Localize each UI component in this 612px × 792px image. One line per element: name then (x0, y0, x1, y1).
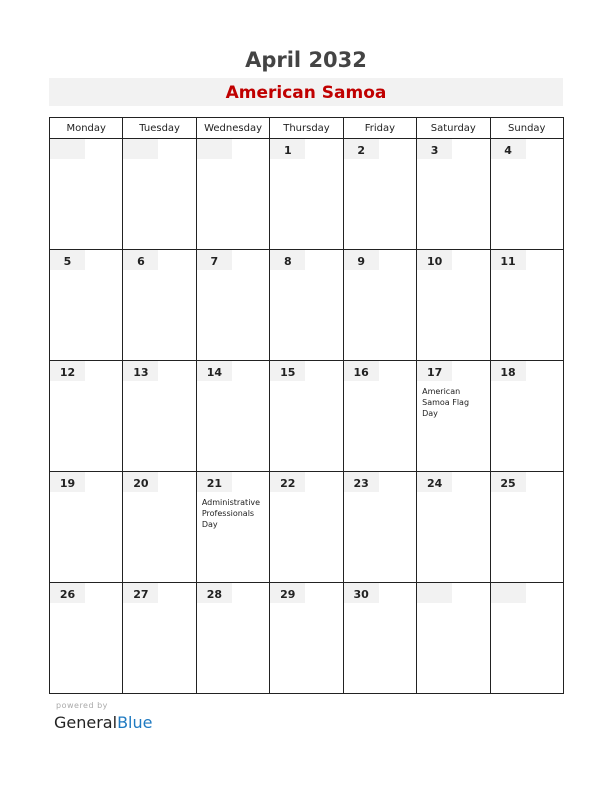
weekday-header-row (50, 118, 564, 139)
day-number: 4 (504, 144, 512, 157)
day-number: 8 (283, 255, 292, 268)
day-number: 6 (137, 255, 145, 268)
day-number: 14 (206, 366, 222, 379)
day-cell (417, 583, 490, 694)
day-number: 13 (133, 366, 149, 379)
day-number: 23 (353, 477, 369, 490)
day-cell (490, 139, 563, 250)
day-cell (196, 472, 269, 583)
day-number (197, 139, 232, 159)
day-cell (50, 583, 123, 694)
week-row (50, 250, 564, 361)
day-number: 24 (426, 477, 443, 490)
day-cell (417, 139, 490, 250)
holiday-label: Administrative Professionals Day (201, 498, 261, 529)
weekday-header: Monday (50, 118, 123, 139)
day-cell (50, 139, 123, 250)
day-number: 22 (280, 477, 296, 490)
day-cell (490, 250, 563, 361)
brand-logo[interactable] (54, 713, 152, 732)
weekday-header: Tuesday (123, 118, 196, 139)
day-number: 30 (353, 588, 369, 601)
day-cell (123, 583, 196, 694)
day-number: 1 (283, 144, 292, 157)
day-number (417, 583, 452, 603)
day-cell (490, 361, 563, 472)
brand-general: General (54, 713, 118, 732)
week-row (50, 139, 564, 250)
day-cell (270, 139, 343, 250)
day-number: 15 (280, 366, 296, 379)
day-number (123, 139, 158, 159)
country-name: American Samoa (225, 83, 387, 103)
day-cell (343, 361, 416, 472)
day-cell (343, 250, 416, 361)
day-cell (343, 139, 416, 250)
day-cell (123, 250, 196, 361)
day-cell (123, 361, 196, 472)
day-cell (196, 583, 269, 694)
day-number: 5 (63, 255, 72, 268)
week-row (50, 583, 564, 694)
day-cell (196, 361, 269, 472)
day-number: 17 (426, 366, 443, 379)
day-number: 20 (133, 477, 149, 490)
day-cell (123, 472, 196, 583)
day-cell (270, 583, 343, 694)
day-number: 12 (59, 366, 76, 379)
day-cell (50, 250, 123, 361)
day-number: 28 (206, 588, 222, 601)
day-cell (490, 583, 563, 694)
day-number: 18 (500, 366, 516, 379)
day-number (50, 139, 85, 159)
weekday-header: Wednesday (196, 118, 269, 139)
day-number: 25 (500, 477, 516, 490)
day-number: 2 (357, 144, 366, 157)
day-cell (490, 472, 563, 583)
day-cell (196, 250, 269, 361)
brand-blue: Blue (117, 713, 153, 732)
day-cell (417, 472, 490, 583)
day-number: 9 (357, 255, 366, 268)
page-title: April 2032 (245, 48, 367, 72)
day-number (491, 583, 526, 603)
weekday-header: Saturday (417, 118, 490, 139)
day-number: 16 (353, 366, 369, 379)
day-number: 26 (59, 588, 76, 601)
day-cell (270, 361, 343, 472)
day-cell (123, 139, 196, 250)
day-cell (270, 472, 343, 583)
day-cell (270, 250, 343, 361)
day-cell (417, 250, 490, 361)
week-row (50, 361, 564, 472)
day-number: 27 (133, 588, 149, 601)
day-cell (417, 361, 490, 472)
week-row (50, 472, 564, 583)
day-number: 29 (280, 588, 296, 601)
day-number: 10 (426, 255, 443, 268)
day-cell (50, 472, 123, 583)
calendar-grid (49, 117, 564, 694)
day-number: 11 (500, 255, 516, 268)
day-number: 19 (59, 477, 76, 490)
day-cell (50, 361, 123, 472)
day-cell (343, 583, 416, 694)
weekday-header: Friday (343, 118, 416, 139)
day-cell (343, 472, 416, 583)
weekday-header: Thursday (270, 118, 343, 139)
weekday-header: Sunday (490, 118, 563, 139)
day-number: 7 (210, 255, 219, 268)
holiday-label: American Samoa Flag Day (422, 387, 470, 418)
day-number: 3 (430, 144, 439, 157)
day-number: 21 (206, 477, 222, 490)
day-cell (196, 139, 269, 250)
powered-by-label: powered by (56, 701, 108, 710)
